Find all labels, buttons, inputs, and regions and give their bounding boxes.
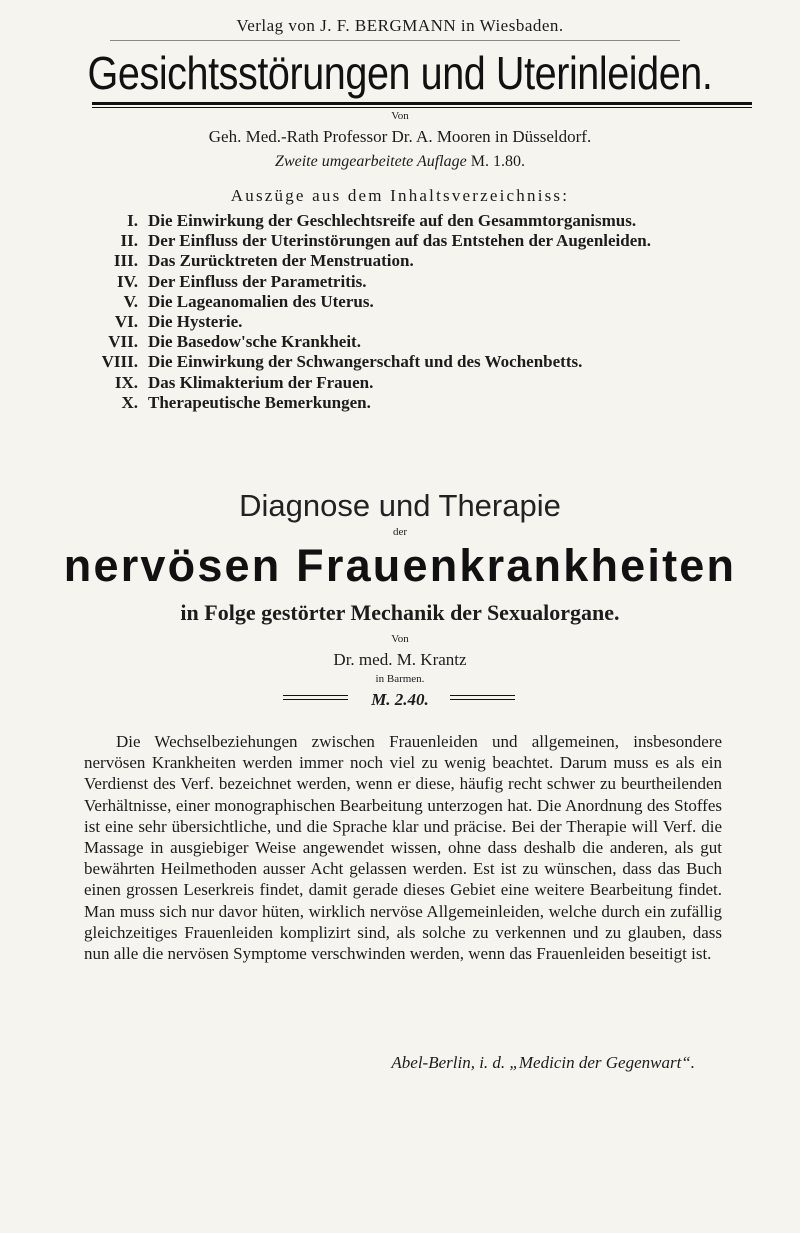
book2-author bbox=[0, 650, 800, 670]
toc-row bbox=[0, 211, 800, 231]
toc-text: Therapeutische Bemerkungen. bbox=[148, 392, 371, 412]
toc-text: Die Einwirkung der Geschlechtsreife auf den Gesammtorganismus. bbox=[148, 211, 637, 230]
toc-number: X. bbox=[121, 392, 138, 412]
toc-row bbox=[0, 292, 800, 312]
toc-number: VIII. bbox=[101, 352, 138, 372]
toc-row bbox=[0, 272, 800, 292]
toc-row bbox=[0, 312, 800, 332]
toc-number: II. bbox=[120, 231, 138, 251]
toc-text: Die Basedow'sche Krankheit. bbox=[148, 332, 361, 352]
review-citation: Abel-Berlin, i. d. „Medicin der Gegenwart“. bbox=[391, 1053, 695, 1072]
toc-row bbox=[0, 393, 800, 413]
book2-price-row bbox=[0, 690, 800, 712]
toc-number: IV. bbox=[117, 271, 138, 291]
toc-row bbox=[0, 332, 800, 352]
toc-row bbox=[0, 251, 800, 271]
book1-author: Geh. Med.-Rath Professor Dr. A. Mooren in Düsseldorf. bbox=[208, 127, 592, 146]
price-rule-right bbox=[450, 695, 515, 696]
toc-number: VII. bbox=[108, 332, 138, 352]
toc-text: Die Lageanomalien des Uterus. bbox=[148, 291, 374, 311]
book1-title-rule bbox=[92, 102, 752, 105]
toc-text: Der Einfluss der Uterinstörungen auf das Entstehen der Augenleiden. bbox=[148, 231, 651, 251]
toc-row bbox=[0, 373, 800, 393]
publisher-rule bbox=[110, 40, 680, 41]
book1-price: M. 1.80. bbox=[470, 153, 525, 170]
book2-von: Von bbox=[391, 633, 409, 645]
book2-place: in Barmen. bbox=[375, 673, 425, 685]
book2-author-name: Dr. med. M. Krantz bbox=[333, 650, 467, 669]
book2-der: der bbox=[392, 526, 408, 538]
toc-number: I. bbox=[127, 211, 138, 230]
book2-review bbox=[84, 731, 722, 964]
toc-text: Das Zurücktreten der Menstruation. bbox=[148, 251, 414, 271]
book1-excerpt-heading: Auszüge aus dem Inhaltsverzeichniss: bbox=[230, 186, 570, 205]
review-paragraph: Die Wechselbeziehungen zwischen Frauenleiden und allgemeinen, insbesondere nervösen Krankheiten werden immer noch viel zu wenig beachtet. Darum muss es als ein Verdienst des Verf. bezeichnet werden, wenn er diese, häufig recht schwer zu beurtheilenden Verhältnisse, einer monographischen Bearbeitung unterzogen hat. Die Anordnung des Stoffes ist eine sehr übersichtliche, und die Sprache klar und präcise. Bei der Therapie will Verf. die Massage in ausgiebiger Weise angewendet wissen, ohne dass deshalb die anderen, als gut bewährten Heilmethoden ausser Acht gelassen werden. Est ist zu wünschen, dass das Buch einen grossen Leserkreis findet, damit gerade dieses Gebiet eine weitere Bearbeitung findet. Man muss sich nur davor hüten, wirklich nervöse Allgemeinleiden, welche durch ein zufällig gleichzeitiges Frauenleiden komplizirt sind, als solche zu verkennen und zu glauben, dass nun alle die nervösen Symptome verschwinden werden, wenn das Frauenleiden beseitigt ist. bbox=[84, 732, 722, 964]
book1-title-rule-thin bbox=[92, 107, 752, 108]
publisher-line: Verlag von J. F. BERGMANN in Wiesbaden. bbox=[236, 16, 564, 35]
toc-text: Der Einfluss der Parametritis. bbox=[148, 271, 367, 291]
toc-number: IX. bbox=[114, 372, 138, 392]
book1-toc bbox=[0, 211, 800, 413]
book1-title: Gesichtsstörungen und Uterinleiden. bbox=[87, 47, 713, 99]
price-rule-right-2 bbox=[450, 699, 515, 700]
toc-row bbox=[0, 231, 800, 251]
toc-number: III. bbox=[113, 251, 138, 271]
toc-row bbox=[0, 352, 800, 372]
book1-edition: Zweite umgearbeitete Auflage bbox=[275, 153, 467, 170]
book1-von: Von bbox=[391, 110, 409, 122]
book2-price: M. 2.40. bbox=[371, 690, 429, 709]
toc-text: Die Einwirkung der Schwangerschaft und des Wochenbetts. bbox=[148, 352, 583, 372]
toc-text: Die Hysterie. bbox=[148, 311, 243, 331]
book2-title-line1: Diagnose und Therapie bbox=[239, 488, 561, 523]
toc-number: V. bbox=[123, 291, 138, 311]
book1-edition-line bbox=[0, 153, 800, 171]
toc-number: VI. bbox=[114, 311, 138, 331]
book2-subtitle: in Folge gestörter Mechanik der Sexualorgane. bbox=[180, 600, 620, 625]
book2-title-line2: nervösen Frauenkrankheiten bbox=[63, 540, 737, 591]
toc-text: Das Klimakterium der Frauen. bbox=[148, 372, 374, 392]
